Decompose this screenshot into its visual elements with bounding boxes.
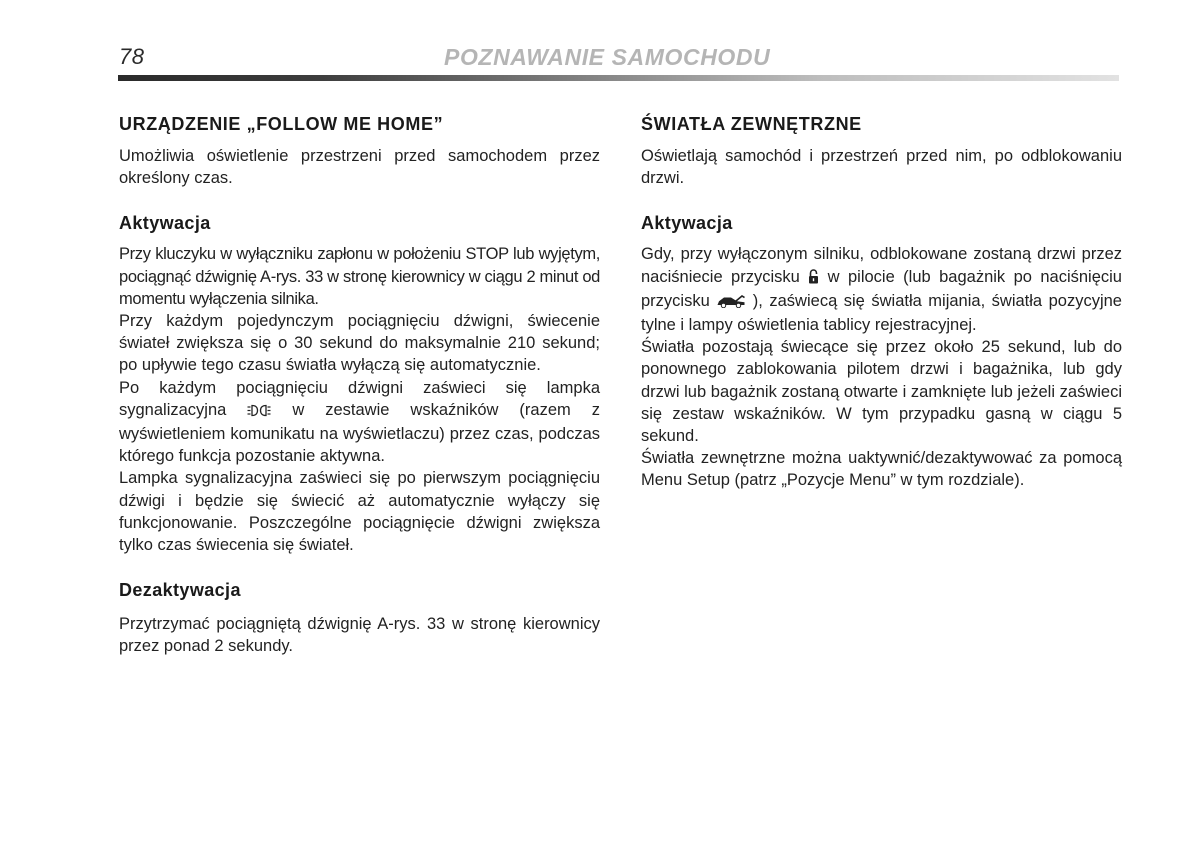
exterior-activation-paragraph-1-c: ), zaświecą się światła mijania, światła pozycyjne tylne i lampy oświetlenia tablicy rejestracyjnej. [641, 291, 1122, 335]
follow-me-home-intro: Umożliwia oświetlenie przestrzeni przed samochodem przez określony czas. [119, 147, 600, 188]
exterior-activation-paragraph-3: Światła zewnętrzne można uaktywnić/dezaktywować za pomocą Menu Setup (patrz „Pozycje Menu” w tym rozdziale). [641, 449, 1122, 490]
header-rule [118, 75, 1119, 81]
activation-paragraph-4: Lampka sygnalizacyjna zaświeci się po pierwszym pociągnięciu dźwigi i będzie się świecić aż automatycznie wyłączy się funkcjonowanie. Poszczególne pociągnięcie dźwigni zwiększa tylko czas świecenia się świateł. [119, 469, 600, 555]
exterior-activation-paragraph-2: Światła pozostają świecące się przez około 25 sekund, lub do ponownego zablokowania pilotem drzwi i bagażnika, lub gdy drzwi lub bagażnik zostaną otwarte i zamknięte lub jeżeli zaświeci się zestaw wskaźników. W tym przypadku gasną w ciągu 5 sekund. [641, 338, 1122, 446]
subheading-activation-right: Aktywacja [641, 213, 733, 234]
follow-me-home-lamp-icon [247, 401, 271, 423]
right-column [641, 112, 1122, 492]
activation-paragraph-2: Przy każdym pojedynczym pociągnięciu dźwigni, świecenie świateł zwiększa się o 30 sekund do maksymalnie 210 sekund; po upływie tego czasu światła wyłączą się automatycznie. [119, 312, 600, 375]
activation-paragraph-3-end: w zestawie wskaźników (razem z wyświetleniem komunikatu na wyświetlaczu) przez czas, podczas którego funkcja pozostanie aktywna. [119, 400, 600, 466]
activation-paragraph-3-start: Po każdym pociągnięciu dźwigni zaświeci się lampka sygnalizacyjna [119, 378, 600, 419]
activation-paragraph-1: Przy kluczyku w wyłączniku zapłonu w położeniu STOP lub wyjętym, pociągnąć dźwignię A-rys. 33 w stronę kierownicy w ciągu 2 minut od momentu wyłączenia silnika. [119, 245, 600, 308]
deactivation-paragraph: Przytrzymać pociągniętą dźwignię A-rys. 33 w stronę kierownicy przez ponad 2 sekundy. [119, 615, 600, 656]
running-head-title: POZNAWANIE SAMOCHODU [444, 44, 771, 70]
subheading-deactivation: Dezaktywacja [119, 580, 241, 601]
car-trunk-icon [716, 292, 746, 314]
page-number: 78 [119, 44, 145, 69]
subheading-activation-left: Aktywacja [119, 213, 211, 234]
left-column [119, 112, 600, 658]
exterior-activation-paragraph-1-b: w pilocie (lub bagażnik po naciśnięciu przycisku [641, 267, 1122, 310]
exterior-lights-intro: Oświetlają samochód i przestrzeń przed nim, po odblokowaniu drzwi. [641, 147, 1122, 188]
padlock-unlock-icon [808, 268, 819, 290]
exterior-activation-paragraph-1-a: Gdy, przy wyłączonym silniku, odblokowane zostaną drzwi przez naciśniecie przycisku [641, 245, 1122, 286]
activation-paragraph-3 [119, 377, 600, 468]
section-title-exterior-lights: ŚWIATŁA ZEWNĘTRZNE [641, 114, 862, 134]
exterior-activation-paragraph-1 [641, 243, 1122, 336]
section-title-follow-me-home: URZĄDZENIE „FOLLOW ME HOME” [119, 114, 444, 134]
